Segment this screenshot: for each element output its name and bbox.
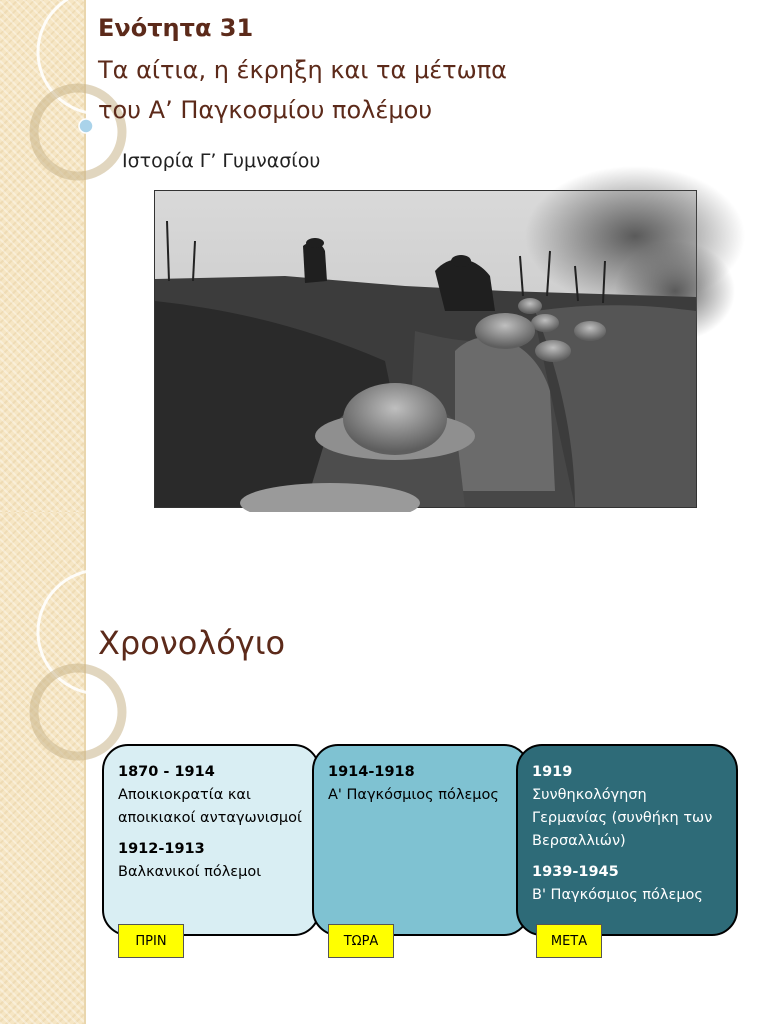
period-date: 1919: [532, 764, 573, 780]
unit-title: Ενότητα 31: [98, 14, 254, 42]
label-before: ΠΡΙΝ: [118, 924, 184, 958]
battle-photo: [154, 190, 697, 508]
period-date: 1939-1945: [532, 864, 619, 880]
lesson-title-line1: Τα αίτια, η έκρηξη και τα μέτωπα: [98, 56, 507, 84]
label-now: ΤΩΡΑ: [328, 924, 394, 958]
timeline-box-before: [102, 744, 320, 936]
decorative-circles: [0, 512, 180, 712]
timeline-box-after: [516, 744, 738, 936]
timeline-heading: Χρονολόγιο: [98, 624, 286, 662]
period-description: Συνθηκολόγηση Γερμανίας (συνθήκη των Βερσαλλιών): [532, 787, 713, 849]
course-subtitle: Ιστορία Γ’ Γυμνασίου: [122, 150, 321, 172]
period-description: Α' Παγκόσμιος πόλεμος: [328, 787, 499, 803]
lesson-title-line2: του Α’ Παγκοσμίου πολέμου: [98, 96, 433, 124]
period-description: Βαλκανικοί πόλεμοι: [118, 864, 262, 880]
period-description: Β' Παγκόσμιος πόλεμος: [532, 887, 703, 903]
period-date: 1914-1918: [328, 764, 415, 780]
timeline-box-now: [312, 744, 530, 936]
label-after: ΜΕΤΑ: [536, 924, 602, 958]
period-description: Αποικιοκρατία και αποικιακοί ανταγωνισμοί: [118, 787, 302, 826]
period-date: 1870 - 1914: [118, 764, 215, 780]
period-date: 1912-1913: [118, 841, 205, 857]
slide-timeline: [0, 512, 768, 1024]
